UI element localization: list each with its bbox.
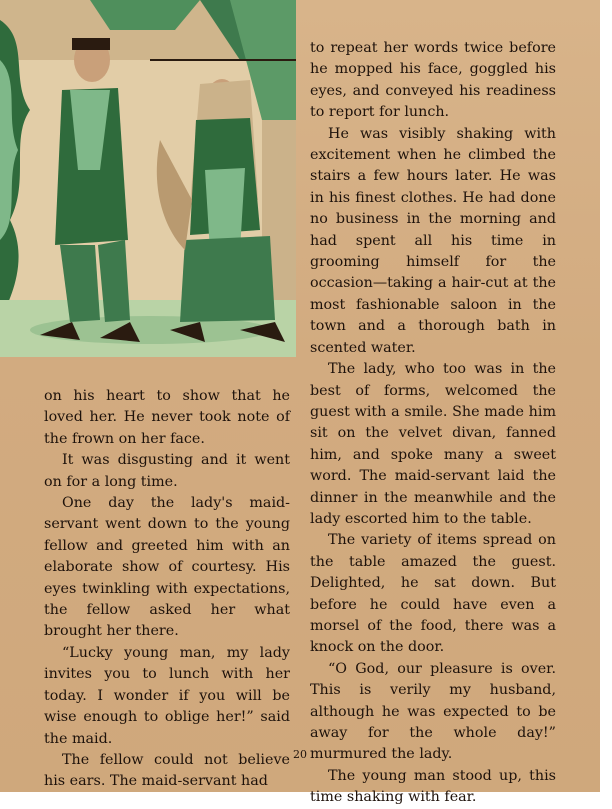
left-paragraph-3: One day the lady's maid-servant went down to the young fellow and greeted him with an elaborate show of courtesy. His eyes twinkling with expectations, the fellow asked her what brought her there. [44,495,290,640]
right-column [310,38,556,809]
left-column [44,386,290,793]
right-paragraph-4: The variety of items spread on the table amazed the guest. Delighted, he sat down. But before he could have even a morsel of the food, there was a knock on the door. [310,532,556,656]
right-paragraph-5: “O God, our pleasure is over. This is verily my husband, although he was expected to be away for the whole day!” murmured the lady. [310,660,556,763]
right-paragraph-6: The young man stood up, this time shaking with fear. [310,767,556,806]
left-paragraph-1: on his heart to show that he loved her. He never took note of the frown on her face. [44,388,290,447]
page-number: 20 [293,748,307,761]
right-paragraph-3: The lady, who too was in the best of forms, welcomed the guest with a smile. She made him sit on the velvet divan, fanned him, and spoke many a sweet word. The maid-servant laid the dinner in the meanwhile and the lady escorted him to the table. [310,361,556,527]
left-paragraph-4: “Lucky young man, my lady invites you to lunch with her today. I wonder if you will be wise enough to oblige her!” said the maid. [44,644,290,747]
left-paragraph-5: The fellow could not believe his ears. The maid-servant had [44,751,290,790]
left-paragraph-2: It was disgusting and it went on for a long time. [44,452,290,490]
right-paragraph-1: to repeat her words twice before he mopped his face, goggled his eyes, and conveyed his readiness to report for lunch. [310,40,556,121]
man-and-woman-illustration [0,0,296,357]
right-paragraph-2: He was visibly shaking with excitement when he climbed the stairs a few hours later. He was in his finest clothes. He had done no business in the morning and had spent all his time in grooming himself for the occasion—taking a hair-cut at the most fashionable saloon in the town and a thorough bath in scented water. [310,125,556,356]
